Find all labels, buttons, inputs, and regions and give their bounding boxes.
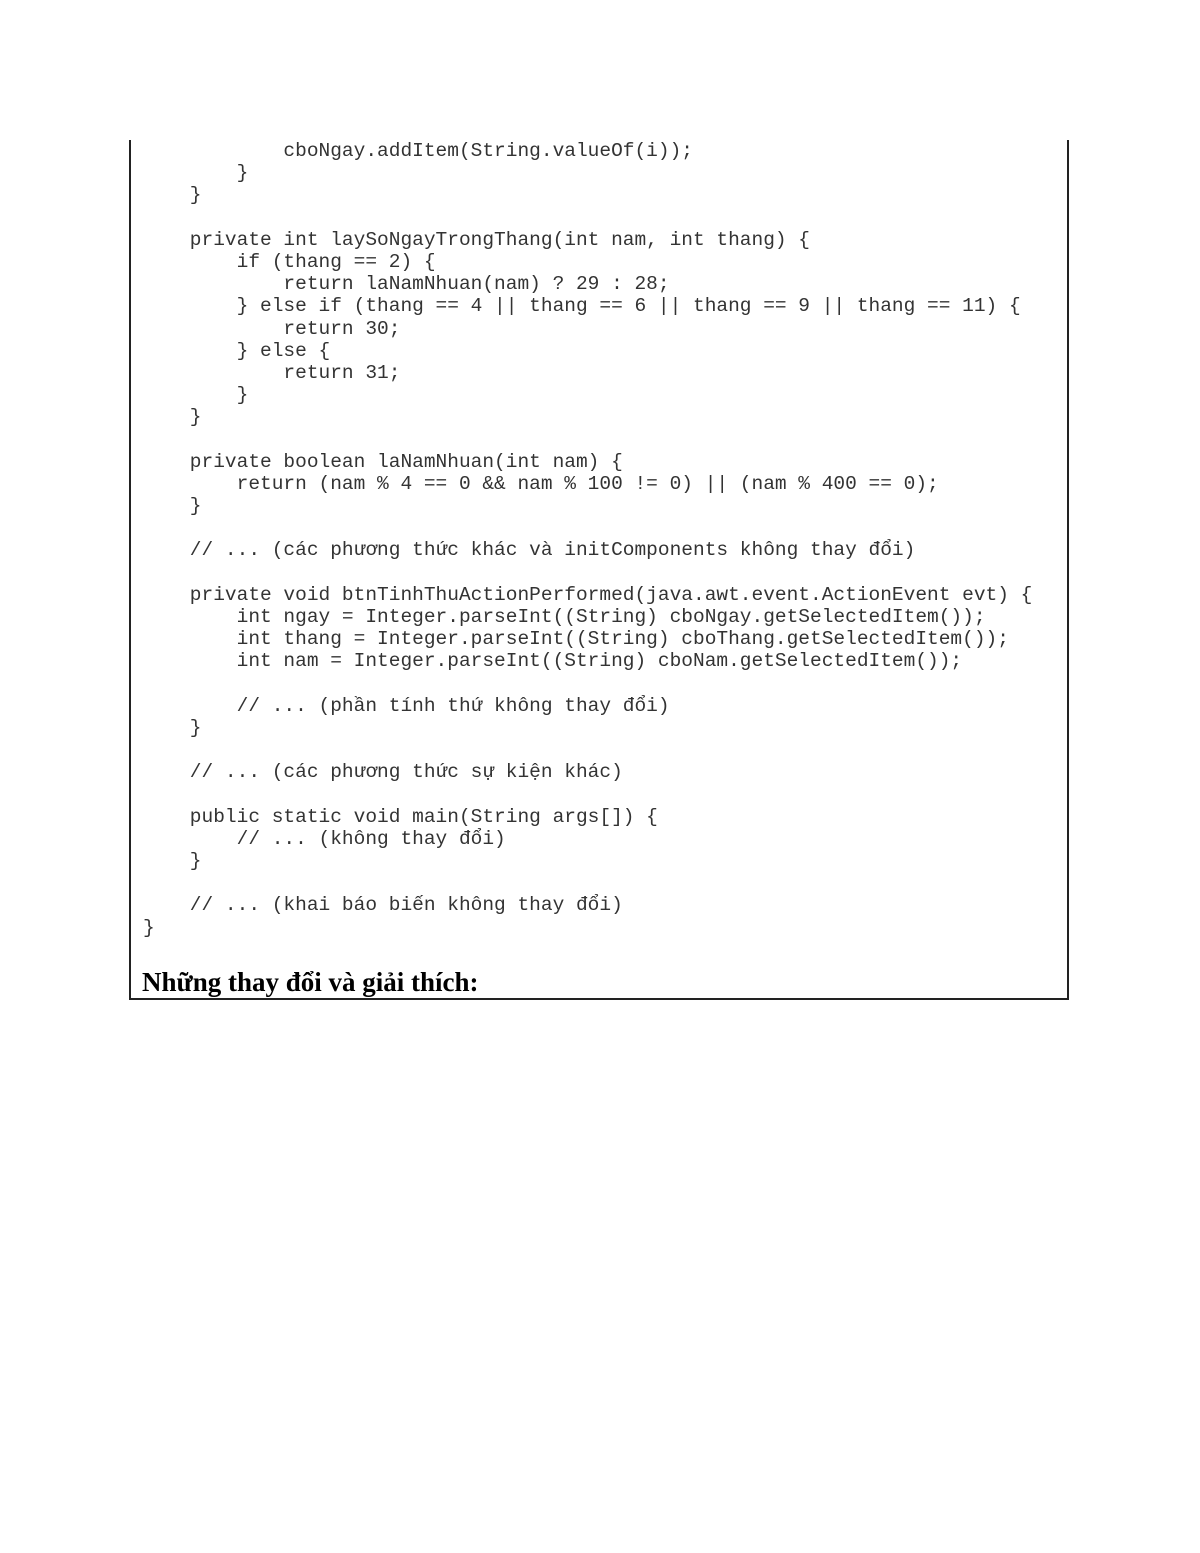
code-line: private boolean laNamNhuan(int nam) { <box>143 450 623 473</box>
code-line: } <box>143 384 249 407</box>
code-line: public static void main(String args[]) { <box>143 805 658 828</box>
code-line: } <box>143 850 202 872</box>
code-line: // ... (phần tính thứ không thay đổi) <box>143 694 670 717</box>
code-line: if (thang == 2) { <box>143 250 436 273</box>
code-line: } else { <box>143 339 331 362</box>
code-line: return laNamNhuan(nam) ? 29 : 28; <box>143 273 670 296</box>
code-line: // ... (không thay đổi) <box>143 827 506 850</box>
code-line: cboNgay.addItem(String.valueOf(i)); <box>143 140 693 162</box>
code-line <box>143 673 1032 695</box>
code-line <box>143 428 1032 450</box>
code-line: } <box>143 162 249 185</box>
code-line <box>143 783 1032 805</box>
code-line <box>143 562 1032 584</box>
code-line: // ... (các phương thức sự kiện khác) <box>143 761 623 784</box>
code-line: // ... (khai báo biến không thay đổi) <box>143 894 623 917</box>
code-box <box>129 140 1069 1000</box>
code-line: return (nam % 4 == 0 && nam % 100 != 0) || (nam % 400 == 0); <box>143 472 939 495</box>
code-line: return 30; <box>143 317 401 340</box>
code-line: } <box>143 716 202 739</box>
code-line: } <box>143 184 202 207</box>
code-block <box>143 140 1032 939</box>
code-line <box>143 207 1032 229</box>
code-line: int ngay = Integer.parseInt((String) cboNgay.getSelectedItem()); <box>143 605 986 628</box>
code-line: } <box>143 406 202 429</box>
code-line: private void btnTinhThuActionPerformed(java.awt.event.ActionEvent evt) { <box>143 583 1033 606</box>
code-line <box>143 872 1032 894</box>
code-line: return 31; <box>143 361 401 384</box>
code-line <box>143 739 1032 761</box>
code-line: } else if (thang == 4 || thang == 6 || thang == 9 || thang == 11) { <box>143 295 1021 318</box>
code-line <box>143 517 1032 539</box>
code-line: int nam = Integer.parseInt((String) cboNam.getSelectedItem()); <box>143 650 963 673</box>
code-line: } <box>143 916 155 939</box>
code-line: int thang = Integer.parseInt((String) cboThang.getSelectedItem()); <box>143 628 1009 651</box>
code-line: } <box>143 495 202 517</box>
code-line: private int laySoNgayTrongThang(int nam, int thang) { <box>143 228 811 251</box>
section-heading: Những thay đổi và giải thích: <box>142 967 479 997</box>
code-line: // ... (các phương thức khác và initComponents không thay đổi) <box>143 539 916 562</box>
